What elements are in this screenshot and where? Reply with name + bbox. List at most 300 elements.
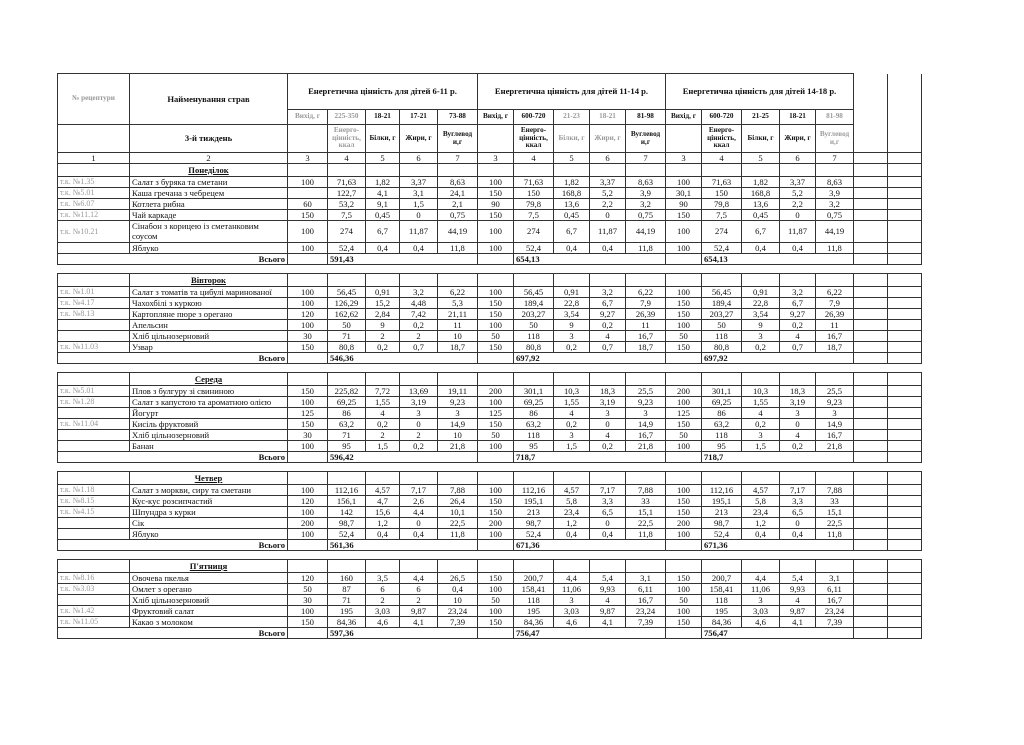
norm-cell: 73-88	[438, 110, 478, 125]
empty-cell	[742, 164, 780, 177]
spare-cell	[888, 573, 922, 584]
empty-cell	[514, 274, 554, 287]
value-cell: 3,19	[590, 397, 626, 408]
value-cell: 9,87	[780, 606, 816, 617]
value-cell: 50	[702, 320, 742, 331]
spare-cell	[888, 331, 922, 342]
spacer-row	[58, 463, 922, 472]
empty-cell	[478, 353, 514, 364]
empty-cell	[702, 472, 742, 485]
recipe-number: т.к. №4.15	[58, 507, 130, 518]
recipe-number	[58, 518, 130, 529]
value-cell: 4,4	[400, 573, 438, 584]
value-cell: 7,88	[816, 485, 854, 496]
value-cell: 150	[666, 507, 702, 518]
empty-cell	[666, 472, 702, 485]
value-cell: 156,1	[328, 496, 366, 507]
value-cell: 200,7	[514, 573, 554, 584]
value-cell: 3	[742, 331, 780, 342]
value-cell: 26,4	[438, 496, 478, 507]
value-cell: 63,2	[702, 419, 742, 430]
spare-cell	[854, 606, 888, 617]
value-cell: 2,84	[366, 309, 400, 320]
value-cell: 1,2	[554, 518, 590, 529]
value-cell: 150	[666, 298, 702, 309]
value-cell: 9	[366, 320, 400, 331]
value-cell: 0	[400, 210, 438, 221]
spare-cell	[854, 320, 888, 331]
sub-protein: Білки, г	[742, 125, 780, 153]
recipe-number	[58, 243, 130, 254]
value-cell: 100	[666, 606, 702, 617]
spare-cell	[854, 287, 888, 298]
table-row	[58, 210, 922, 221]
value-cell: 4	[742, 408, 780, 419]
value-cell: 150	[478, 419, 514, 430]
total-label: Всього	[58, 254, 288, 265]
recipe-number	[58, 430, 130, 441]
value-cell: 1,55	[742, 397, 780, 408]
spare-cell	[888, 496, 922, 507]
value-cell: 200	[666, 518, 702, 529]
value-cell: 4	[554, 408, 590, 419]
header-recipe-number: № рецептури	[58, 74, 130, 125]
spare-cell	[888, 540, 922, 551]
dish-name: Чай каркаде	[130, 210, 288, 221]
value-cell: 52,4	[514, 243, 554, 254]
value-cell: 90	[478, 199, 514, 210]
empty-cell	[626, 373, 666, 386]
value-cell: 5,8	[554, 496, 590, 507]
recipe-number: т.к. №5.01	[58, 188, 130, 199]
value-cell: 80,8	[514, 342, 554, 353]
recipe-number: т.к. №6.07	[58, 199, 130, 210]
value-cell: 50	[666, 430, 702, 441]
empty-cell	[514, 373, 554, 386]
empty-cell	[666, 628, 702, 639]
total-label: Всього	[58, 540, 288, 551]
dish-name: Банан	[130, 441, 288, 452]
spare-cell	[888, 298, 922, 309]
value-cell: 200	[666, 386, 702, 397]
total-value: 718,7	[514, 452, 666, 463]
value-cell: 3,1	[816, 573, 854, 584]
dish-name: Плов з булгуру зі свининою	[130, 386, 288, 397]
empty-cell	[58, 164, 130, 177]
value-cell: 120	[288, 496, 328, 507]
value-cell: 13,6	[554, 199, 590, 210]
value-cell: 4	[590, 430, 626, 441]
empty-cell	[666, 254, 702, 265]
spare-cell	[888, 210, 922, 221]
value-cell: 18,7	[626, 342, 666, 353]
norm-cell: 225-350	[328, 110, 366, 125]
value-cell: 160	[328, 573, 366, 584]
empty-cell	[554, 373, 590, 386]
recipe-number: т.к. №8.15	[58, 496, 130, 507]
value-cell: 0,45	[554, 210, 590, 221]
total-value: 718,7	[702, 452, 854, 463]
value-cell: 23,24	[438, 606, 478, 617]
value-cell: 118	[514, 595, 554, 606]
table-row	[58, 177, 922, 188]
value-cell: 3,2	[400, 287, 438, 298]
value-cell: 100	[666, 485, 702, 496]
value-cell: 5,2	[590, 188, 626, 199]
value-cell: 122,7	[328, 188, 366, 199]
value-cell: 86	[328, 408, 366, 419]
value-cell: 168,8	[554, 188, 590, 199]
value-cell: 3,2	[590, 287, 626, 298]
value-cell: 100	[288, 221, 328, 243]
value-cell: 7,17	[780, 485, 816, 496]
norm-cell: Вихід, г	[288, 110, 328, 125]
value-cell: 150	[478, 298, 514, 309]
spare-cell	[854, 254, 888, 265]
spare-cell	[854, 595, 888, 606]
value-cell: 100	[288, 485, 328, 496]
total-value: 546,36	[328, 353, 478, 364]
empty-cell	[400, 274, 438, 287]
value-cell: 18,7	[438, 342, 478, 353]
value-cell: 4,1	[780, 617, 816, 628]
empty-cell	[888, 472, 922, 485]
value-cell: 3	[554, 331, 590, 342]
value-cell: 10,1	[438, 507, 478, 518]
value-cell: 56,45	[328, 287, 366, 298]
value-cell: 50	[514, 320, 554, 331]
value-cell: 100	[288, 298, 328, 309]
value-cell: 87	[328, 584, 366, 595]
value-cell: 274	[514, 221, 554, 243]
value-cell: 5,8	[742, 496, 780, 507]
empty-cell	[328, 373, 366, 386]
value-cell: 18,3	[780, 386, 816, 397]
empty-cell	[702, 373, 742, 386]
value-cell: 3,1	[400, 188, 438, 199]
value-cell: 2	[400, 331, 438, 342]
value-cell: 25,5	[816, 386, 854, 397]
value-cell: 0	[780, 210, 816, 221]
value-cell: 100	[666, 584, 702, 595]
value-cell: 63,2	[328, 419, 366, 430]
value-cell: 11	[626, 320, 666, 331]
header-spare-cell	[854, 110, 888, 125]
empty-cell	[626, 164, 666, 177]
value-cell: 9,87	[590, 606, 626, 617]
value-cell: 125	[288, 408, 328, 419]
value-cell: 86	[514, 408, 554, 419]
table-row	[58, 287, 922, 298]
total-value: 697,92	[514, 353, 666, 364]
value-cell: 200,7	[702, 573, 742, 584]
column-number: 4	[514, 153, 554, 164]
value-cell: 195	[514, 606, 554, 617]
empty-cell	[366, 373, 400, 386]
day-heading-row	[58, 373, 922, 386]
value-cell: 9,23	[438, 397, 478, 408]
norm-cell: 600-720	[514, 110, 554, 125]
value-cell: 71,63	[328, 177, 366, 188]
table-row	[58, 595, 922, 606]
value-cell: 100	[288, 529, 328, 540]
total-row	[58, 628, 922, 639]
value-cell: 0,75	[626, 210, 666, 221]
empty-cell	[590, 274, 626, 287]
value-cell: 33	[816, 496, 854, 507]
value-cell: 10,3	[554, 386, 590, 397]
value-cell: 18,3	[590, 386, 626, 397]
value-cell: 1,82	[366, 177, 400, 188]
value-cell: 5,3	[438, 298, 478, 309]
value-cell: 7,72	[366, 386, 400, 397]
column-number: 7	[816, 153, 854, 164]
value-cell: 15,6	[366, 507, 400, 518]
value-cell: 3	[742, 595, 780, 606]
value-cell: 150	[478, 496, 514, 507]
recipe-number: т.к. №8.13	[58, 309, 130, 320]
value-cell: 118	[514, 430, 554, 441]
empty-cell	[478, 540, 514, 551]
value-cell: 7,39	[816, 617, 854, 628]
value-cell: 3,03	[366, 606, 400, 617]
value-cell: 0,4	[366, 529, 400, 540]
empty-cell	[58, 274, 130, 287]
value-cell: 50	[288, 584, 328, 595]
norm-cell: 21-23	[554, 110, 590, 125]
value-cell: 150	[478, 342, 514, 353]
table-row	[58, 342, 922, 353]
value-cell: 3,2	[626, 199, 666, 210]
spare-cell	[888, 254, 922, 265]
empty-cell	[554, 274, 590, 287]
empty-cell	[478, 254, 514, 265]
empty-cell	[400, 373, 438, 386]
value-cell: 2	[400, 430, 438, 441]
table-row	[58, 518, 922, 529]
spare-cell	[854, 199, 888, 210]
value-cell: 158,41	[514, 584, 554, 595]
day-name: Середа	[130, 373, 288, 386]
value-cell: 6,11	[816, 584, 854, 595]
value-cell: 11,8	[816, 243, 854, 254]
value-cell: 0,2	[780, 320, 816, 331]
spare-cell	[854, 153, 888, 164]
value-cell: 7,9	[626, 298, 666, 309]
column-number: 6	[780, 153, 816, 164]
day-name: Четвер	[130, 472, 288, 485]
empty-cell	[742, 472, 780, 485]
value-cell: 301,1	[702, 386, 742, 397]
spare-cell	[888, 287, 922, 298]
recipe-number	[58, 441, 130, 452]
value-cell: 23,4	[554, 507, 590, 518]
value-cell: 11,87	[400, 221, 438, 243]
value-cell: 60	[288, 199, 328, 210]
value-cell: 80,8	[702, 342, 742, 353]
table-row	[58, 606, 922, 617]
spare-cell	[888, 177, 922, 188]
value-cell: 52,4	[328, 529, 366, 540]
empty-cell	[438, 373, 478, 386]
value-cell: 3,2	[780, 287, 816, 298]
value-cell: 3,3	[590, 496, 626, 507]
empty-cell	[438, 560, 478, 573]
menu-table	[57, 73, 922, 639]
value-cell: 44,19	[816, 221, 854, 243]
value-cell: 195,1	[514, 496, 554, 507]
value-cell: 13,6	[742, 199, 780, 210]
value-cell: 0,4	[780, 529, 816, 540]
value-cell: 9	[742, 320, 780, 331]
dish-name: Какао з молоком	[130, 617, 288, 628]
table-row	[58, 584, 922, 595]
value-cell: 71,63	[702, 177, 742, 188]
value-cell: 4,7	[366, 496, 400, 507]
value-cell: 100	[478, 320, 514, 331]
header-dish-name: Найменування страв	[130, 74, 288, 125]
value-cell: 150	[288, 210, 328, 221]
recipe-number: т.к. №4.17	[58, 298, 130, 309]
table-row	[58, 430, 922, 441]
value-cell: 19,11	[438, 386, 478, 397]
spare-cell	[854, 243, 888, 254]
value-cell: 0	[590, 210, 626, 221]
dish-name: Салат з буряка та сметани	[130, 177, 288, 188]
value-cell: 14,9	[438, 419, 478, 430]
value-cell: 112,16	[328, 485, 366, 496]
value-cell: 150	[478, 309, 514, 320]
empty-cell	[400, 560, 438, 573]
dish-name: Чахохбілі з куркою	[130, 298, 288, 309]
value-cell: 53,2	[328, 199, 366, 210]
value-cell: 11	[438, 320, 478, 331]
value-cell: 0,4	[400, 243, 438, 254]
value-cell: 9,93	[590, 584, 626, 595]
column-number: 7	[438, 153, 478, 164]
spare-cell	[854, 210, 888, 221]
column-number: 4	[702, 153, 742, 164]
value-cell: 112,16	[514, 485, 554, 496]
value-cell: 2,6	[400, 496, 438, 507]
sub-energy: Енерго-цінність, ккал	[702, 125, 742, 153]
value-cell: 0,4	[554, 243, 590, 254]
value-cell: 4,48	[400, 298, 438, 309]
spare-cell	[888, 507, 922, 518]
value-cell: 100	[478, 397, 514, 408]
value-cell: 18,7	[816, 342, 854, 353]
value-cell: 56,45	[514, 287, 554, 298]
recipe-number: т.к. №1.28	[58, 397, 130, 408]
empty-cell	[816, 274, 854, 287]
spare-cell	[888, 221, 922, 243]
column-number: 5	[742, 153, 780, 164]
value-cell: 30	[288, 595, 328, 606]
value-cell: 8,63	[626, 177, 666, 188]
spare-cell	[854, 452, 888, 463]
value-cell: 0	[780, 419, 816, 430]
value-cell: 2,1	[438, 199, 478, 210]
value-cell: 4,1	[590, 617, 626, 628]
spare-cell	[854, 342, 888, 353]
value-cell: 71	[328, 430, 366, 441]
value-cell: 1,82	[554, 177, 590, 188]
empty-cell	[478, 472, 514, 485]
value-cell: 1,5	[742, 441, 780, 452]
sub-fat: Жири, г	[780, 125, 816, 153]
total-row	[58, 353, 922, 364]
value-cell: 3,37	[590, 177, 626, 188]
value-cell: 50	[666, 595, 702, 606]
column-number: 3	[666, 153, 702, 164]
norm-cell: 17-21	[400, 110, 438, 125]
value-cell: 0,45	[366, 210, 400, 221]
value-cell: 100	[666, 177, 702, 188]
value-cell: 50	[478, 430, 514, 441]
empty-cell	[888, 164, 922, 177]
value-cell: 84,36	[328, 617, 366, 628]
dish-name: Яблуко	[130, 243, 288, 254]
value-cell: 44,19	[438, 221, 478, 243]
value-cell: 9,23	[626, 397, 666, 408]
day-heading-row	[58, 164, 922, 177]
spacer-cell	[58, 551, 922, 560]
dish-name: Апельсин	[130, 320, 288, 331]
recipe-number	[58, 331, 130, 342]
value-cell: 125	[478, 408, 514, 419]
dish-name: Хліб цільнозерновий	[130, 331, 288, 342]
empty-cell	[438, 164, 478, 177]
sub-protein: Білки, г	[554, 125, 590, 153]
empty-cell	[514, 164, 554, 177]
value-cell: 22,5	[626, 518, 666, 529]
dish-name: Овочева пкелья	[130, 573, 288, 584]
value-cell: 0,7	[780, 342, 816, 353]
value-cell: 5,4	[590, 573, 626, 584]
value-cell: 301,1	[514, 386, 554, 397]
value-cell: 4	[780, 430, 816, 441]
value-cell: 100	[288, 320, 328, 331]
spare-cell	[888, 320, 922, 331]
header-empty-cell	[478, 125, 514, 153]
table-row	[58, 441, 922, 452]
value-cell: 4	[780, 331, 816, 342]
value-cell: 150	[478, 617, 514, 628]
sub-energy: Енерго-цінність, ккал	[514, 125, 554, 153]
empty-cell	[626, 274, 666, 287]
recipe-number: т.к. №1.42	[58, 606, 130, 617]
value-cell: 0,2	[366, 342, 400, 353]
empty-cell	[478, 373, 514, 386]
spare-cell	[888, 430, 922, 441]
table-row	[58, 397, 922, 408]
value-cell: 16,7	[816, 331, 854, 342]
value-cell: 150	[478, 573, 514, 584]
value-cell: 3,9	[816, 188, 854, 199]
empty-cell	[666, 274, 702, 287]
value-cell: 90	[666, 199, 702, 210]
value-cell: 71	[328, 331, 366, 342]
value-cell: 195	[328, 606, 366, 617]
empty-cell	[702, 274, 742, 287]
value-cell: 0,45	[742, 210, 780, 221]
empty-cell	[366, 560, 400, 573]
recipe-number	[58, 408, 130, 419]
empty-cell	[816, 164, 854, 177]
value-cell: 11,87	[780, 221, 816, 243]
value-cell: 100	[288, 507, 328, 518]
spare-cell	[854, 485, 888, 496]
